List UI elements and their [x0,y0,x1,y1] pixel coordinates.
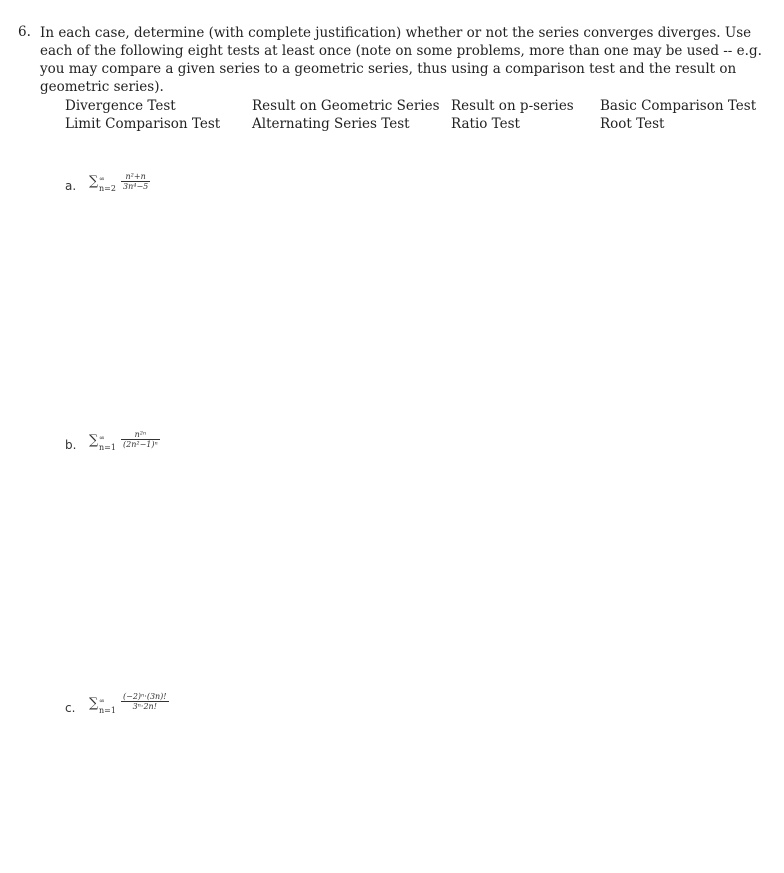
upper-limit: ∞ [99,697,105,705]
lower-limit: n=1 [99,443,116,452]
fraction [121,172,150,191]
test-item: Limit Comparison Test [65,116,221,132]
sigma-symbol: ∑ [89,433,99,448]
numerator: n²+n [125,172,146,181]
part-label: a. [65,179,77,193]
test-item: Result on Geometric Series [252,98,440,114]
test-item: Result on p-series [451,98,574,114]
sigma-symbol: ∑ [89,174,99,189]
test-item: Root Test [600,116,665,132]
denominator: (2n²−1)ⁿ [123,440,158,449]
fraction [121,692,169,711]
numerator: (−2)ⁿ·(3n)! [123,692,167,701]
part-label: c. [65,701,76,715]
test-item: Basic Comparison Test [600,98,757,114]
sigma-symbol: ∑ [89,696,99,711]
test-item: Divergence Test [65,98,176,114]
denominator: 3n⁴−5 [123,182,149,191]
fraction [121,430,160,449]
test-item: Alternating Series Test [252,116,410,132]
problem-statement: In each case, determine (with complete justification) whether or not the series converges diverges. Use each of the following eight tests at least once (note on some problems, more than one may be used -- e.g. you may compare a given series to a geometric series, thus using a comparison test and the result on geometric series). [40,25,762,95]
part-label: b. [65,438,77,452]
lower-limit: n=1 [99,706,116,715]
lower-limit: n=2 [99,184,116,193]
test-item: Ratio Test [451,116,520,132]
denominator: 3ⁿ·2n! [132,702,157,711]
upper-limit: ∞ [99,434,105,442]
problem-number: 6. [18,24,31,40]
upper-limit: ∞ [99,175,105,183]
numerator: n²ⁿ [134,430,147,439]
